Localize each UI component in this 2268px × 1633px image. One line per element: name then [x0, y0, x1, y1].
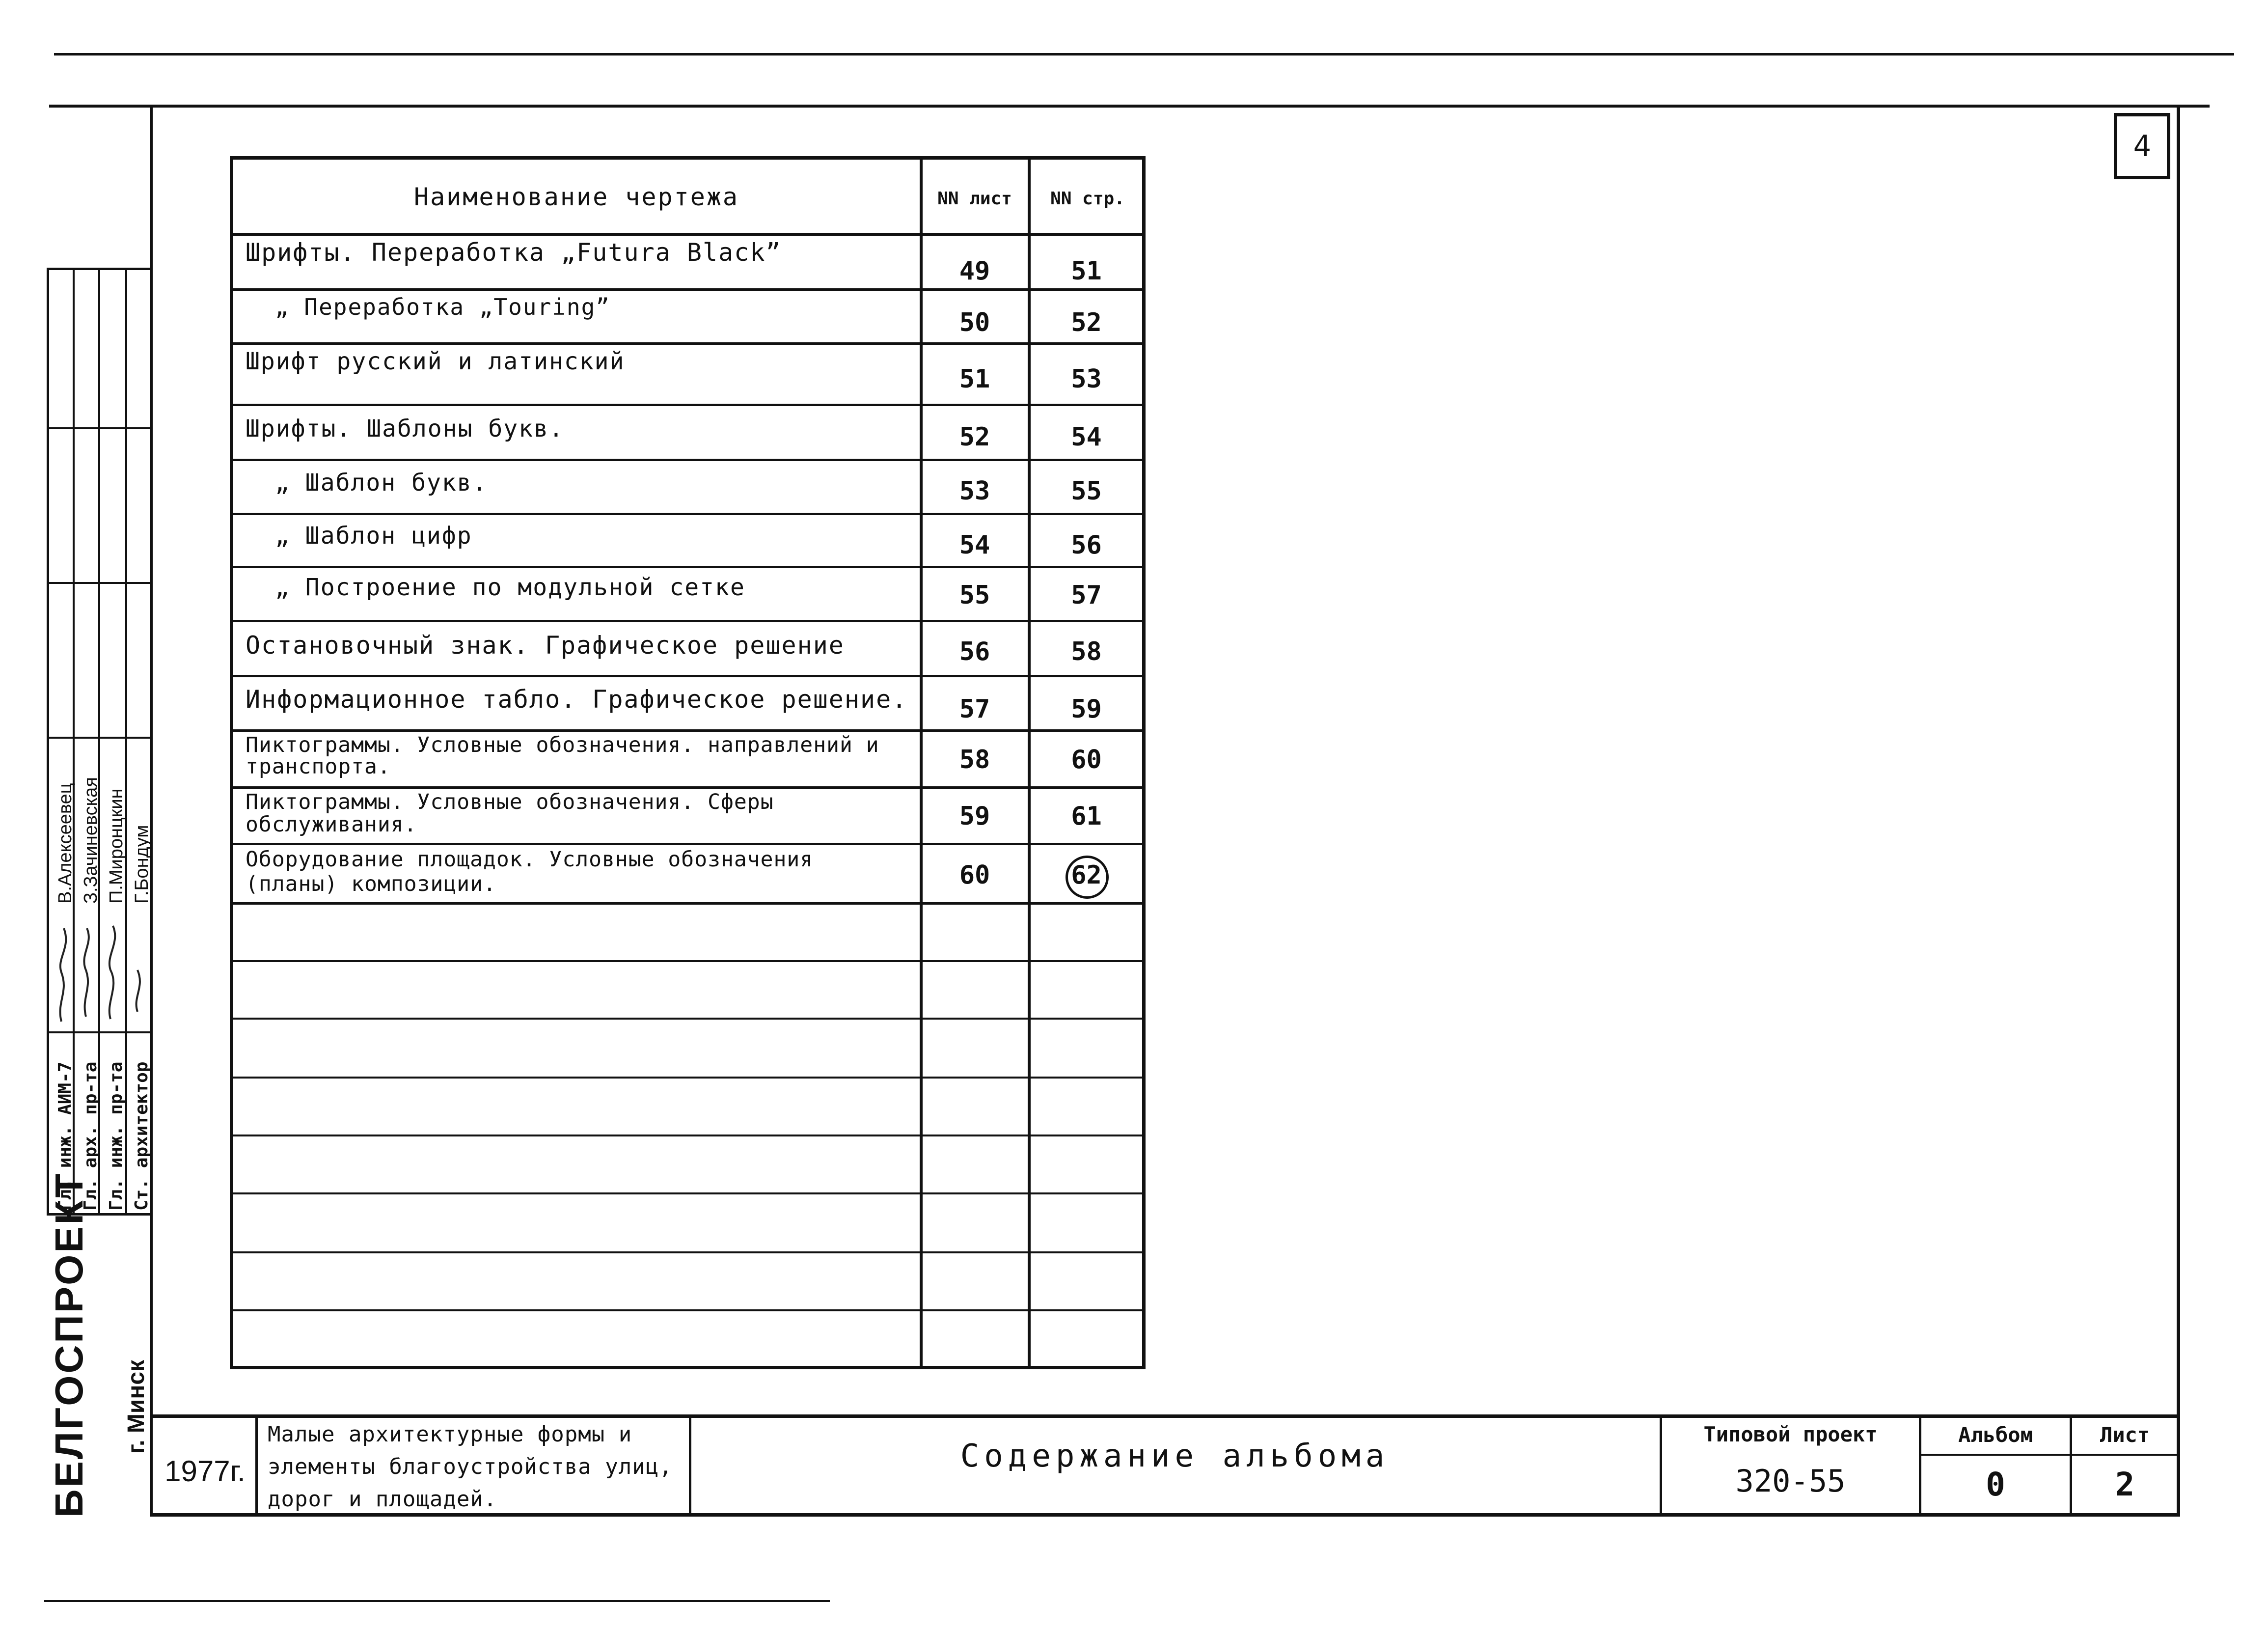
row-7-sheet: 55: [959, 581, 990, 610]
row-6-sheet: 54: [959, 530, 990, 560]
row-9-name: Информационное табло. Графическое решение.: [246, 685, 908, 714]
row-3-name: Шрифт русский и латинский: [246, 348, 625, 375]
signature-role-1: Гл. инж. АИМ-7: [55, 1061, 75, 1211]
organization-name: БЕЛГОСПРОЕКТ: [47, 1171, 91, 1518]
header-page: NN стр.: [1050, 189, 1125, 209]
row-line: [230, 843, 1146, 845]
row-11-sheet: 59: [959, 802, 990, 831]
row-12-sheet: 60: [959, 860, 990, 890]
page-circle-mark: [1066, 856, 1109, 899]
row-11-page: 61: [1071, 802, 1102, 831]
row-8-page: 58: [1071, 637, 1102, 666]
row-5-page: 55: [1071, 476, 1102, 506]
signature-role-2: Гл. арх. пр-та: [81, 1061, 101, 1211]
tb-div-year: [255, 1414, 258, 1517]
year: 1977г.: [164, 1454, 246, 1488]
col-divider-1: [920, 156, 923, 1369]
row-6-name: „ Шаблон цифр: [275, 522, 472, 550]
row-10-sheet: 58: [959, 745, 990, 775]
header-sheet: NN лист: [937, 189, 1012, 209]
row-6-page: 56: [1071, 530, 1102, 560]
sig-row-line-4: [47, 1031, 153, 1033]
row-line: [230, 729, 1146, 732]
row-10-page: 60: [1071, 745, 1102, 775]
row-2-name: „ Переработка „Touring”: [275, 294, 610, 320]
row-line: [230, 233, 1146, 236]
row-1-page: 51: [1071, 256, 1102, 286]
sig-row-line-1: [47, 427, 153, 429]
row-12-name: Оборудование площадок. Условные обозначения (планы) композиции.: [246, 847, 814, 896]
sig-row-line-2: [47, 582, 153, 584]
col-divider-2: [1028, 156, 1031, 1369]
row-7-page: 57: [1071, 581, 1102, 610]
row-9-page: 59: [1071, 694, 1102, 724]
sheet-label: Лист: [2100, 1422, 2150, 1447]
signature-role-3: Гл. инж. пр-та: [106, 1061, 126, 1211]
row-5-sheet: 53: [959, 476, 990, 506]
row-line: [230, 404, 1146, 406]
signature-name-2: З.Зачиневская: [81, 777, 101, 904]
sig-row-line-3: [47, 737, 153, 739]
row-line: [230, 459, 1146, 461]
row-line: [230, 620, 1146, 622]
tb-subrow-line: [1919, 1454, 2179, 1456]
row-5-name: „ Шаблон букв.: [275, 469, 488, 497]
project-label: Типовой проект: [1703, 1422, 1878, 1446]
row-line: [230, 288, 1146, 291]
signature-name-4: Г.Бондум: [132, 825, 152, 904]
row-3-sheet: 51: [959, 364, 990, 394]
page-number: 4: [2133, 129, 2151, 164]
row-12-page: 62: [1071, 860, 1102, 890]
signature-name-1: В.Алексеевец: [55, 783, 76, 904]
row-1-name: Шрифты. Переработка „Futura Black”: [246, 238, 782, 267]
header-title: Наименование чертежа: [413, 183, 739, 211]
row-8-sheet: 56: [959, 637, 990, 666]
row-line: [230, 1251, 1146, 1253]
row-4-page: 54: [1071, 422, 1102, 452]
tb-div-subject: [689, 1414, 691, 1517]
album-value: 0: [1986, 1466, 2005, 1503]
row-1-sheet: 49: [959, 256, 990, 286]
row-line: [230, 960, 1146, 962]
row-line: [230, 342, 1146, 345]
row-2-sheet: 50: [959, 308, 990, 337]
row-line: [230, 1192, 1146, 1194]
row-line: [230, 786, 1146, 789]
signature-name-3: П.Миронцкин: [106, 788, 127, 904]
row-line: [230, 902, 1146, 905]
sheet-value: 2: [2115, 1466, 2135, 1503]
project-number: 320-55: [1735, 1463, 1846, 1499]
row-line: [230, 566, 1146, 568]
row-line: [230, 1309, 1146, 1311]
row-line: [230, 1135, 1146, 1136]
row-3-page: 53: [1071, 364, 1102, 394]
city-name: г. Минск: [123, 1359, 149, 1454]
bottom-outer-line: [44, 1600, 830, 1602]
row-9-sheet: 57: [959, 694, 990, 724]
signature-role-4: Ст. архитектор: [132, 1061, 152, 1211]
row-8-name: Остановочный знак. Графическое решение: [246, 631, 845, 660]
row-4-sheet: 52: [959, 422, 990, 452]
album-label: Альбом: [1958, 1422, 2033, 1447]
handwritten-signatures: [47, 913, 155, 1031]
row-2-page: 52: [1071, 308, 1102, 337]
row-10-name: Пиктограммы. Условные обозначения. направлений и транспорта.: [246, 733, 879, 779]
row-11-name: Пиктограммы. Условные обозначения. Сферы обслуживания.: [246, 790, 774, 837]
row-7-name: „ Построение по модульной сетке: [275, 574, 745, 601]
album-subject: Малые архитектурные формы и элементы благоустройства улиц, дорог и площадей.: [268, 1422, 673, 1512]
row-line: [230, 1018, 1146, 1020]
row-line: [230, 675, 1146, 677]
sheet-title: Содержание альбома: [960, 1438, 1390, 1474]
row-4-name: Шрифты. Шаблоны букв.: [246, 415, 564, 443]
top-outer-line: [54, 53, 2234, 55]
row-line: [230, 513, 1146, 515]
row-line: [230, 1077, 1146, 1079]
